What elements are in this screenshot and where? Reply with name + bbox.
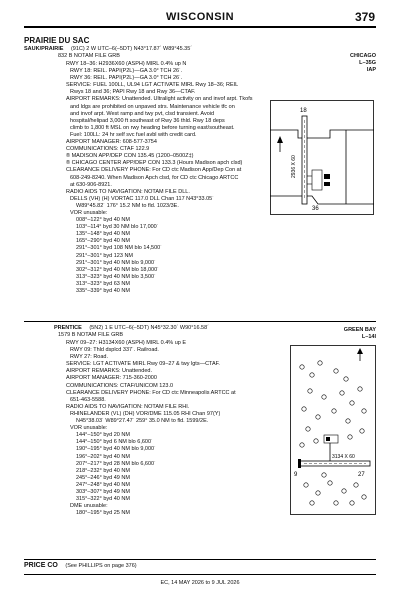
prentice-detail-line: 144°–150° byd 6 NM blo 6,600´: [76, 439, 153, 446]
prentice-detail-line: RWY 09: Thld dsplcd 337´. Railroad.: [70, 347, 159, 354]
footer-rule: [24, 574, 376, 575]
price-co-entry: [24, 562, 137, 570]
prentice-detail-line: 247°–248° byd 40 NM: [76, 481, 130, 488]
sauk-detail-line: climb to 1,800 ft MSL on rwy heading before turning east/southeast.: [70, 124, 235, 131]
prentice-detail-line: 196°–202° byd 40 NM: [76, 453, 130, 460]
prentice-detail-line: SERVICE: LGT ACTIVATE MIRL Rwy 09–27 & twy lgts—CTAF.: [66, 361, 220, 368]
prentice-detail-line: RADIO AIDS TO NAVIGATION: NOTAM FILE RHI.: [66, 403, 190, 410]
sauk-detail-line: RWY 18: REIL. PAPI(P2L)—GA 3.0° TCH 26´.: [70, 68, 183, 75]
sauk-detail-line: RWY 18–36: H2936X60 (ASPH) MIRL 0.4% up N: [66, 61, 187, 67]
sauk-detail-line: 313°–323° byd 63 NM: [76, 280, 130, 287]
sauk-detail-line: ® MADISON APP/DEP CON 135.45 (1200–0500Z‡): [66, 153, 194, 160]
prentice-detail-line: 303°–307° byd 49 NM: [76, 488, 130, 495]
footer-effective-dates: EC, 14 MAY 2026 to 9 JUL 2026: [160, 580, 240, 586]
prentice-detail-line: RWY 27: Road.: [70, 354, 109, 361]
sauk-detail-line: 608-249-8240. When Madison Apch clsd, for CD ctc Chicago ARTCC: [70, 174, 239, 181]
prentice-rwy-9-label: 9: [294, 472, 298, 478]
sauk-rwy-36-label: 36: [312, 206, 319, 212]
entry-divider-2: [24, 559, 376, 560]
sauk-detail-line: and ldgs are prohibited on unpaved strs. Maintenance vehicle tfc on: [70, 103, 235, 110]
sauk-detail-line: ® CHICAGO CENTER APP/DEP CON 133.3 (Hours Madison apch clsd): [66, 160, 243, 167]
sauk-detail-line: 165°–290° byd 40 NM: [76, 238, 130, 245]
sauk-detail-line: SERVICE: FUEL 100LL, UL94 LGT ACTIVATE MIRL Rwy 18–36; REIL: [66, 82, 239, 89]
sauk-detail-line: W89°45.82´ 176° 15.2 NM to fld. 1023/3E.: [76, 202, 179, 209]
prentice-detail-line: N45°38.03´ W89°27.47´ 259° 35.0 NM to fld. 1599/2E.: [76, 418, 209, 425]
prentice-detail-line: CLEARANCE DELIVERY PHONE: For CD ctc Minneapolis ARTCC at: [66, 389, 236, 396]
entry-divider-1: [24, 321, 376, 322]
prentice-ident-line: (5N2) 1 E UTC–6(–5DT) N45°32.30´ W90°16.58´: [89, 325, 209, 331]
prentice-name: PRENTICE: [54, 325, 82, 331]
sauk-detail-line: CLEARANCE DELIVERY PHONE: For CD ctc Madison App/Dep Con at: [66, 167, 242, 174]
prentice-detail-line: 180°–195° byd 25 NM: [76, 510, 130, 517]
prentice-detail-line: 218°–232° byd 40 NM: [76, 467, 130, 474]
sauk-detail-line: 103°–114° byd 30 NM blo 17,000´: [76, 224, 159, 231]
sauk-detail-line: COMMUNICATIONS: CTAF 122.9: [66, 146, 150, 153]
header-rule: [24, 26, 376, 28]
sauk-airport-diagram: [270, 100, 374, 215]
sauk-detail-line: 135°–148° byd 40 NM: [76, 231, 130, 238]
prentice-rwy-27-label: 27: [358, 472, 365, 478]
sauk-detail-line: 291°–301° byd 108 NM blo 14,500´: [76, 245, 163, 252]
sauk-detail-line: 291°–301° byd 123 NM: [76, 252, 133, 259]
sauk-detail-line: Rwys 18 and 36; PAPI Rwy 18 and Rwy 36—CTAF.: [70, 89, 196, 96]
prentice-detail-line: 315°–322° byd 40 NM: [76, 496, 130, 503]
sauk-detail-line: at 630-906-8921.: [70, 181, 112, 188]
sauk-detail-line: 313°–323° byd 40 NM blo 3,500´: [76, 273, 156, 280]
prentice-detail-line: 144°–150° byd 20 NM: [76, 432, 130, 439]
prentice-detail-line: 245°–246° byd 49 NM: [76, 474, 130, 481]
sauk-detail-line: AIRPORT REMARKS: Unattended. Ultralight activity on and invof arpt. Tkofs: [66, 96, 253, 103]
sauk-detail-line: VOR unusable:: [70, 209, 108, 216]
sauk-elev-line: 832 B NOTAM FILE GRB: [58, 53, 120, 59]
sauk-chart-ref-2: L–35G: [359, 60, 376, 66]
prentice-detail-line: 651-463-5588.: [70, 396, 106, 403]
sauk-chart-ref-3: IAP: [366, 67, 376, 73]
sauk-detail-line: Fuel: 100LL: 24 hr self svc fuel avbl with credit card.: [70, 131, 197, 138]
price-co-ref: (See PHILLIPS on page 376): [65, 563, 137, 569]
city-name: PRAIRIE DU SAC: [24, 36, 90, 45]
prentice-detail-line: 190°–195° byd 40 NM blo 9,000´: [76, 446, 156, 453]
prentice-detail-line: 207°–217° byd 28 NM blo 6,600´: [76, 460, 156, 467]
prentice-airport-diagram: [290, 345, 376, 515]
prentice-details: [58, 340, 294, 517]
sauk-detail-line: hospital/helipad 3,000 ft southeast of Rwy 36 thld. Rwy 18 deps: [70, 117, 225, 124]
sauk-name: SAUK/PRAIRIE: [24, 46, 64, 52]
sauk-detail-line: RADIO AIDS TO NAVIGATION: NOTAM FILE DLL.: [66, 188, 190, 195]
prentice-detail-line: AIRPORT MANAGER: 715-360-2000: [66, 375, 157, 382]
prentice-chart-ref-2: L–14I: [361, 334, 376, 340]
prentice-chart-ref: GREEN BAY: [343, 327, 376, 333]
sauk-detail-line: 008°–122° byd 40 NM: [76, 217, 130, 224]
page-header-state: WISCONSIN: [165, 11, 235, 23]
prentice-detail-line: AIRPORT REMARKS: Unattended.: [66, 368, 152, 375]
price-co-name: PRICE CO: [24, 562, 58, 569]
prentice-elev-line: 1579 B NOTAM FILE GRB: [58, 332, 124, 338]
sauk-detail-line: 291°–301° byd 40 NM blo 9,000´: [76, 259, 156, 266]
sauk-detail-line: 302°–312° byd 40 NM blo 18,000´: [76, 266, 159, 273]
sauk-detail-line: DELLS (VH) (H) VORTAC 117.0 DLL Chan 117 N43°33.05´: [70, 195, 215, 202]
sauk-ident-line: (91C) 2 W UTC–6(–5DT) N43°17.87´ W89°45.35´: [70, 46, 193, 52]
page-number: 379: [354, 10, 375, 24]
prentice-rwy-dims: 3134 X 60: [332, 454, 355, 460]
sauk-detail-line: RWY 36: REIL. PAPI(P2L)—GA 3.0° TCH 26´.: [70, 75, 183, 82]
prentice-detail-line: VOR unusable:: [70, 425, 108, 432]
prentice-detail-line: RWY 09–27: H3134X60 (ASPH) MIRL 0.4% up E: [66, 340, 187, 346]
sauk-detail-line: and invof arpt. West ramp and twy pvt, clsd transient. Avoid: [70, 110, 215, 117]
sauk-chart-ref: CHICAGO: [350, 53, 376, 59]
prentice-detail-line: DME unusable:: [70, 503, 108, 510]
sauk-rwy-dims: 2936 X 60: [291, 155, 297, 178]
prentice-detail-line: RHINELANDER (VL) (DH) VOR/DME 115.05 RHI Chan 97(Y): [70, 410, 221, 417]
sauk-detail-line: AIRPORT MANAGER: 608-577-3754: [66, 139, 157, 146]
sauk-details: [58, 61, 294, 295]
sauk-rwy-18-label: 18: [300, 108, 307, 114]
sauk-detail-line: 335°–339° byd 40 NM: [76, 288, 130, 294]
prentice-detail-line: COMMUNICATIONS: CTAF/UNICOM 123.0: [66, 382, 174, 389]
